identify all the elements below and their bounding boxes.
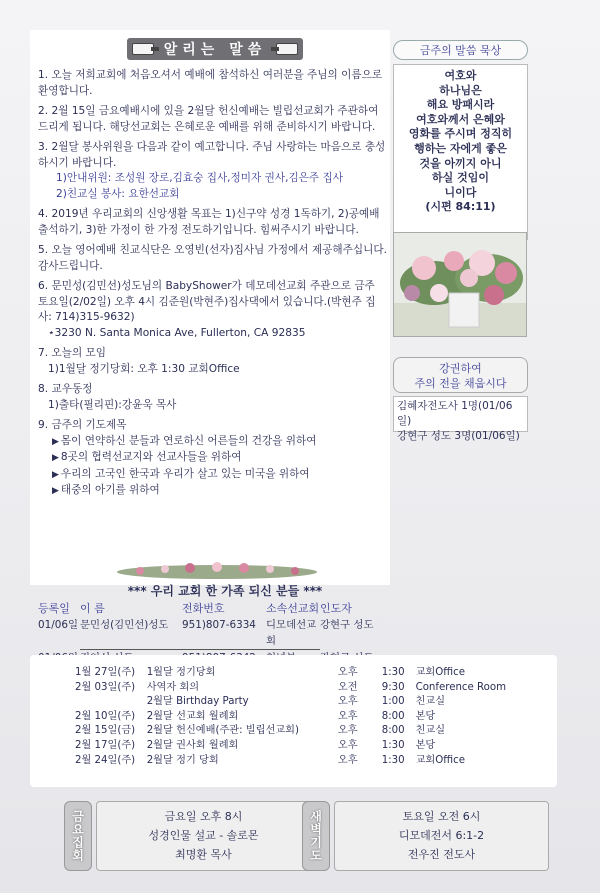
evangelism-title [393,357,528,393]
schedule-time: 1:30 [381,739,405,751]
dawn-prayer-line: 전우진 전도사 [407,848,476,861]
announcement-subitem: 1)1월달 정기당회: 오후 1:30 교회Office [48,362,240,375]
family-header: 등록일 [38,602,70,615]
schedule-time: 1:30 [381,667,405,678]
dawn-prayer-box [334,801,549,871]
announcement-subitem: 1)출타(필리핀):강윤욱 목사 [48,398,177,411]
verse-line: 해요 방패시라 [426,98,495,112]
schedule-ampm: 오후 [337,710,358,722]
verse-box [393,64,528,240]
schedule-place: 본당 [415,710,436,722]
prayer-item: ▶ 태중의 아기를 위하여 [52,483,388,500]
announcement-text: 3. 2월달 봉사위원을 다음과 같이 예고합니다. 주님 사랑하는 마음으로 충성하시기 바랍니다. [38,141,386,169]
friday-meeting-box [96,801,311,871]
schedule-date: 2월 24일(주) [75,754,136,766]
pointing-hand-icon [276,43,298,55]
announcement-subitem: 2)친교실 봉사: 요한선교회 [56,187,180,200]
announcement-text: 9. 금주의 기도제목 [38,419,127,431]
announcement-item [38,140,388,202]
prayer-item: ▶ 우리의 고국인 한국과 우리가 살고 있는 미국을 위하여 [52,467,388,484]
dawn-prayer-line: 토요일 오전 6시 [402,810,481,823]
schedule-event: 사역자 회의 [146,681,200,693]
verse-title: 금주의 말씀 묵상 [393,40,528,60]
schedule-row [75,724,555,739]
schedule-date [75,695,147,710]
announcement-item: 1. 오늘 저희교회에 처음오셔서 예배에 참석하신 여러분을 주님의 이름으로 환영합니다. [38,69,383,97]
evangelism-list [393,396,528,442]
announcement-item: 5. 오늘 영어예배 친교식단은 오영빈(선자)집사님 가정에서 제공해주십니다. 감사드립니다. [38,244,387,272]
dawn-prayer-label-text: 새벽기도 [308,810,323,862]
verse-line: 행하는 자에게 좋은 [414,141,507,155]
verse-line: 니이다 [444,185,477,199]
announcement-item: 2. 2월 15일 금요예배시에 있을 2월달 헌신예배는 빌립선교회가 주관하여 드리게 됩니다. 해당선교회는 은혜로운 예배를 위해 준비하시기 바랍니다. [38,105,379,133]
announcement-list [38,68,388,505]
family-header: 이 름 [80,602,105,615]
schedule-time: 1:00 [381,696,405,708]
schedule-row [75,710,555,725]
friday-meeting-label-text: 금요집회 [70,810,85,862]
announcement-item [38,346,388,377]
verse-line: 것을 아끼지 아니 [419,156,502,170]
schedule-ampm: 오후 [337,754,358,766]
verse-line: 여호와께서 은혜와 [416,112,505,126]
schedule-event: 2월달 권사회 월례회 [146,739,239,751]
schedule-place: 친교실 [415,696,446,708]
friday-meeting-line: 최명환 목사 [175,848,232,861]
schedule-time: 1:30 [381,754,405,766]
verse-reference: (시편 84:11) [425,200,496,214]
announcement-item [38,418,388,500]
family-header: 인도자 [320,602,352,615]
schedule-ampm: 오후 [337,667,358,678]
schedule-event: 2월달 헌신예배(주관: 빌립선교회) [146,725,299,737]
address-line: ⋆3230 N. Santa Monica Ave, Fullerton, CA 92835 [48,326,306,339]
flower-garland [110,560,325,580]
prayer-item: ▶ 8곳의 협력선교지와 선교사들을 위하여 [52,450,388,467]
schedule-date: 2월 17일(주) [75,739,136,751]
verse-section [393,40,528,240]
dawn-prayer-line: 디모데전서 6:1-2 [398,829,485,842]
schedule-date: 2월 03일(주) [75,681,136,693]
announcement-subitem: 1)안내위원: 조성원 장로,김효숭 집사,정미자 권사,김은주 집사 [56,172,343,184]
family-cell: 951)807-6334 [182,617,266,650]
evangelism-entry: 김혜자전도사 1명(01/06일) [397,400,513,427]
schedule-place: 교회Office [415,754,465,766]
schedule-date: 1월 27일(주) [75,667,136,678]
announcement-item [38,279,388,341]
family-cell: 강현구 성도 [320,619,374,631]
schedule-row [75,666,555,681]
schedule-event: 2월달 선교회 월례회 [146,710,239,722]
flower-image [393,232,527,337]
evangelism-entry: 강현구 성도 3명(01/06일) [397,430,520,442]
schedule-ampm: 오전 [337,681,358,693]
family-title: *** 우리 교회 한 가족 되신 분들 *** [127,584,323,598]
family-cell: 문민성(김민선)성도 [80,617,182,650]
family-cell: 01/06일 [38,619,78,631]
announcements-title: 알리는 말씀 [163,42,267,58]
schedule-row [75,754,555,769]
announcement-item: 4. 2019년 우리교회의 신앙생활 목표는 1)신구약 성경 1독하기, 2)공예배 출석하기, 3)한 가정이 한 가정 전도하기입니다. 힘써주시기 바랍니다. [38,208,380,236]
prayer-item: ▶ 몸이 연약하신 분들과 연로하신 어른들의 건강을 위하여 [52,434,388,451]
family-header: 전화번호 [182,602,225,615]
schedule-ampm: 오후 [337,696,358,708]
announcement-text: 6. 문민성(김민선)성도님의 BabyShower가 데모데선교회 주관으로 금주 토요일(2/02일) 오후 4시 김준원(박현주)집사댁에서 있습니다.(박현주 집사: 714)315-9632) [38,280,376,323]
family-cell: 디모데선교회 [266,617,320,650]
family-header: 소속선교회 [266,602,320,615]
evangelism-title-line: 강권하여 [439,362,482,375]
evangelism-title-line: 주의 전을 채웁시다 [414,377,507,390]
schedule-time: 8:00 [381,725,405,737]
schedule-event: 2월달 Birthday Party [146,696,249,708]
schedule-ampm: 오후 [337,725,358,737]
schedule-event: 1월달 정기당회 [146,667,216,678]
schedule-time: 9:30 [381,681,405,693]
family-header-row [38,601,398,617]
verse-line: 영화를 주시며 정직히 [408,127,513,141]
announcements-header [127,38,303,60]
friday-meeting-label [64,801,92,871]
schedule-place: 친교실 [415,725,446,737]
friday-meeting-line: 금요일 오후 8시 [164,810,243,823]
prayer-list [38,434,388,500]
announcement-text: 7. 오늘의 모임 [38,347,107,359]
announcement-item [38,382,388,413]
friday-meeting-line: 성경인물 설교 - 솔로몬 [148,829,259,842]
schedule-place: Conference Room [415,681,507,693]
schedule-time: 8:00 [381,710,405,722]
schedule-event: 2월달 정기 당회 [146,754,219,766]
pointing-hand-icon [132,43,154,55]
announcement-text: 8. 교우동정 [38,383,93,395]
schedule-place: 본당 [415,739,436,751]
verse-line: 하나님은 [439,83,482,97]
dawn-prayer-label [302,801,330,871]
schedule-row [75,681,555,696]
family-row [38,617,398,650]
schedule-date: 2월 15일(금) [75,725,136,737]
schedule-row [75,695,555,710]
schedule-table [75,666,555,768]
schedule-date: 2월 10일(주) [75,710,136,722]
schedule-ampm: 오후 [337,739,358,751]
schedule-place: 교회Office [415,667,465,678]
schedule-row [75,739,555,754]
verse-line: 하실 것임이 [432,171,489,185]
verse-line: 여호와 [444,69,477,82]
